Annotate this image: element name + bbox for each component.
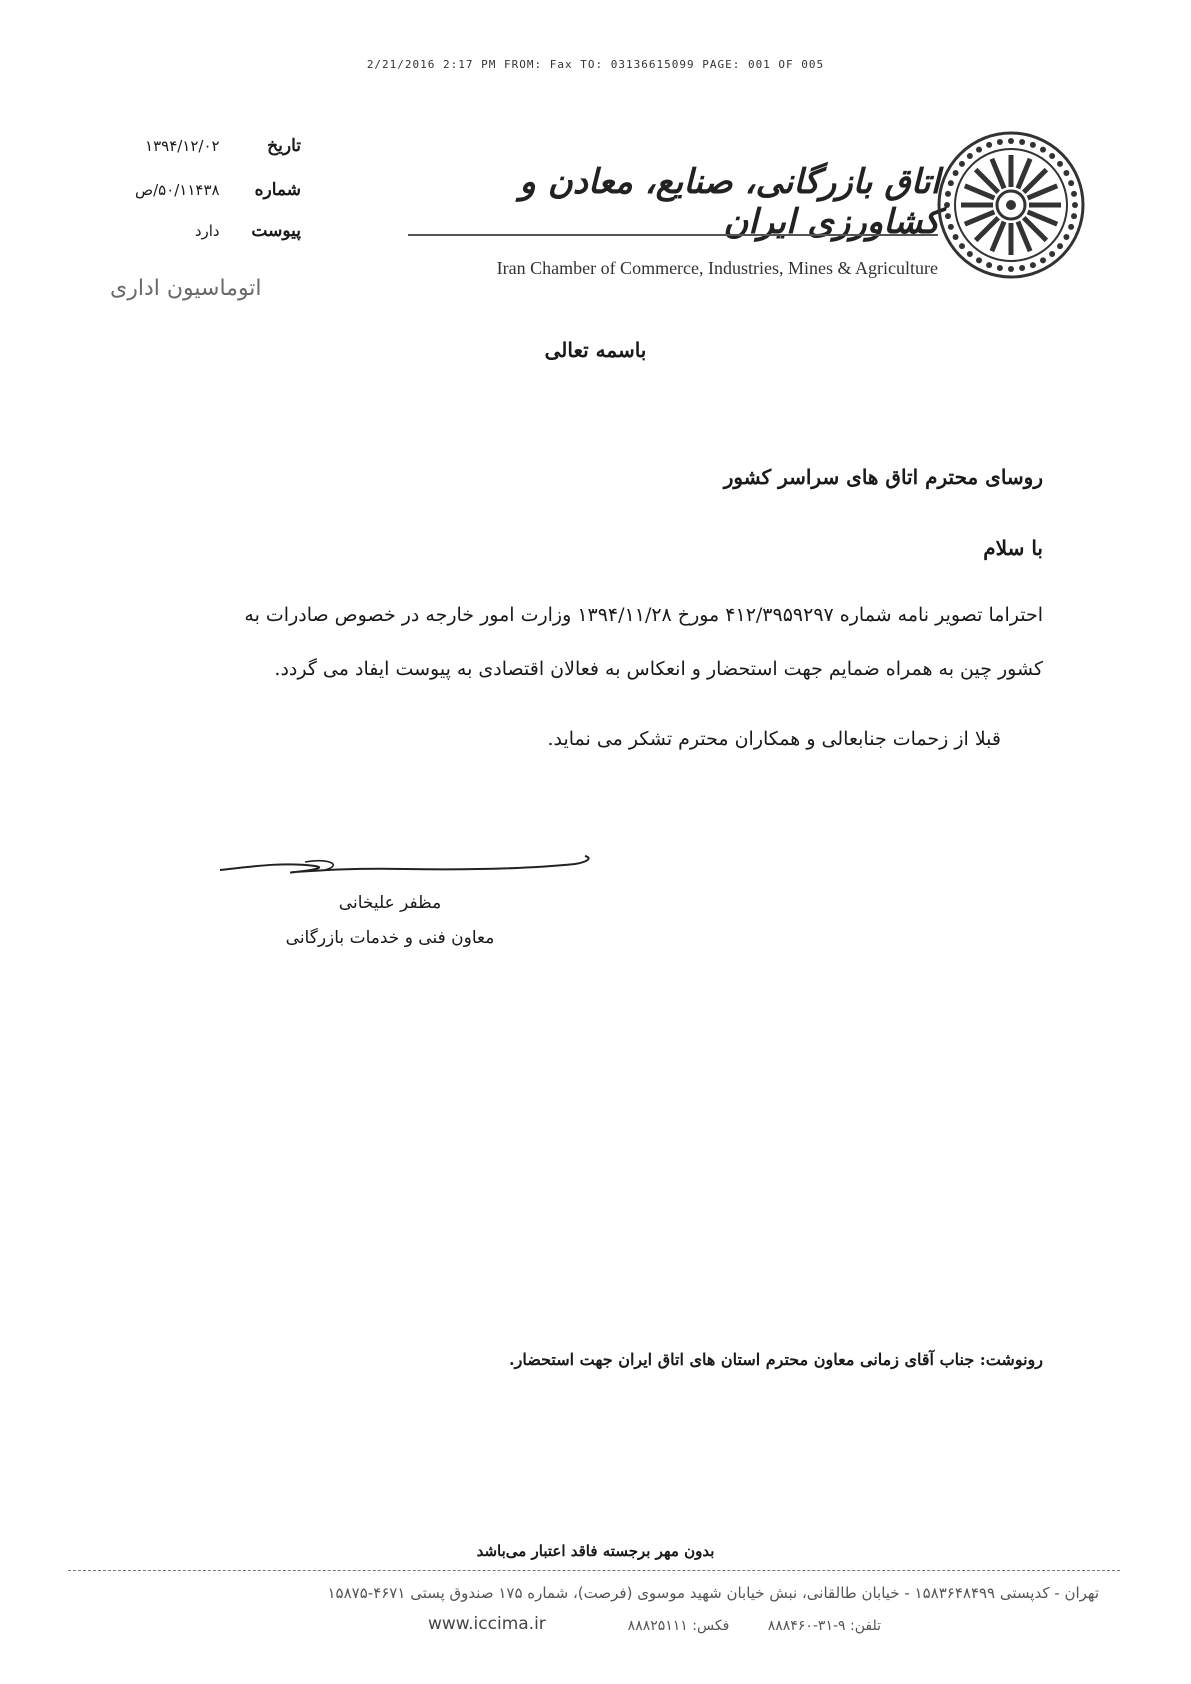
- footer-contact: [594, 1618, 881, 1634]
- footer-website[interactable]: www.iccima.ir: [428, 1614, 546, 1634]
- letter-addressee: روسای محترم اتاق های سراسر کشور: [723, 465, 1043, 489]
- letterhead-divider: [408, 234, 938, 236]
- carbon-copy-line: رونوشت: جناب آقای زمانی معاون محترم استان های اتاق ایران جهت استحضار.: [509, 1350, 1043, 1369]
- admin-automation-stamp: اتوماسیون اداری: [110, 276, 262, 301]
- date-label: تاریخ: [267, 136, 301, 156]
- date-value: ۱۳۹۴/۱۲/۰۲: [145, 137, 220, 155]
- number-row: [135, 180, 301, 200]
- fax-transmission-header: 2/21/2016 2:17 PM FROM: Fax TO: 03136615099 PAGE: 001 OF 005: [366, 58, 825, 71]
- attachment-value: دارد: [194, 222, 220, 240]
- date-row: [145, 136, 301, 156]
- letter-body-line-1: احتراما تصویر نامه شماره ۴۱۲/۳۹۵۹۲۹۷ مورخ ۱۳۹۴/۱۱/۲۸ وزارت امور خارجه در خصوص صادرات به: [244, 604, 1043, 626]
- attachment-label: پیوست: [251, 221, 301, 241]
- signer-title: معاون فنی و خدمات بازرگانی: [285, 928, 495, 948]
- letter-greeting: با سلام: [983, 536, 1043, 560]
- footer-phone: تلفن: ۹-۳۱-۸۸۸۴۶۰: [767, 1618, 881, 1634]
- signer-name: مظفر علیخانی: [338, 893, 442, 913]
- attachment-row: [195, 221, 301, 241]
- organization-name-en: Iran Chamber of Commerce, Industries, Mines & Agriculture: [496, 258, 938, 278]
- letter-closing: قبلا از زحمات جنابعالی و همکاران محترم تشکر می نماید.: [547, 728, 1001, 750]
- organization-name-fa: اتاق بازرگانی، صنایع، معادن و کشاورزی ایران: [519, 162, 940, 242]
- number-value: ۵۰/۱۱۴۳۸/ص: [134, 181, 220, 199]
- letter-body-line-2: کشور چین به همراه ضمایم جهت استحضار و انعکاس به فعالان اقتصادی به پیوست ایفاد می گردد.: [274, 658, 1043, 680]
- letter-heading: باسمه تعالی: [544, 338, 647, 362]
- footer-validity-note: بدون مهر برجسته فاقد اعتبار می‌باشد: [476, 1542, 715, 1560]
- seal-emblem-icon: [936, 130, 1086, 280]
- number-label: شماره: [254, 180, 301, 200]
- footer-fax: فکس: ۸۸۸۲۵۱۱۱: [627, 1618, 730, 1634]
- handwritten-signature: [215, 848, 595, 888]
- footer-divider: [68, 1570, 1120, 1571]
- footer-address: تهران - کدپستی ۱۵۸۳۶۴۸۴۹۹ - خیابان طالقانی، نبش خیابان شهید موسوی (فرصت)، شماره ۱۷۵ صندوق پستی ۴۶۷۱-۱۵۸۷۵: [327, 1584, 1099, 1602]
